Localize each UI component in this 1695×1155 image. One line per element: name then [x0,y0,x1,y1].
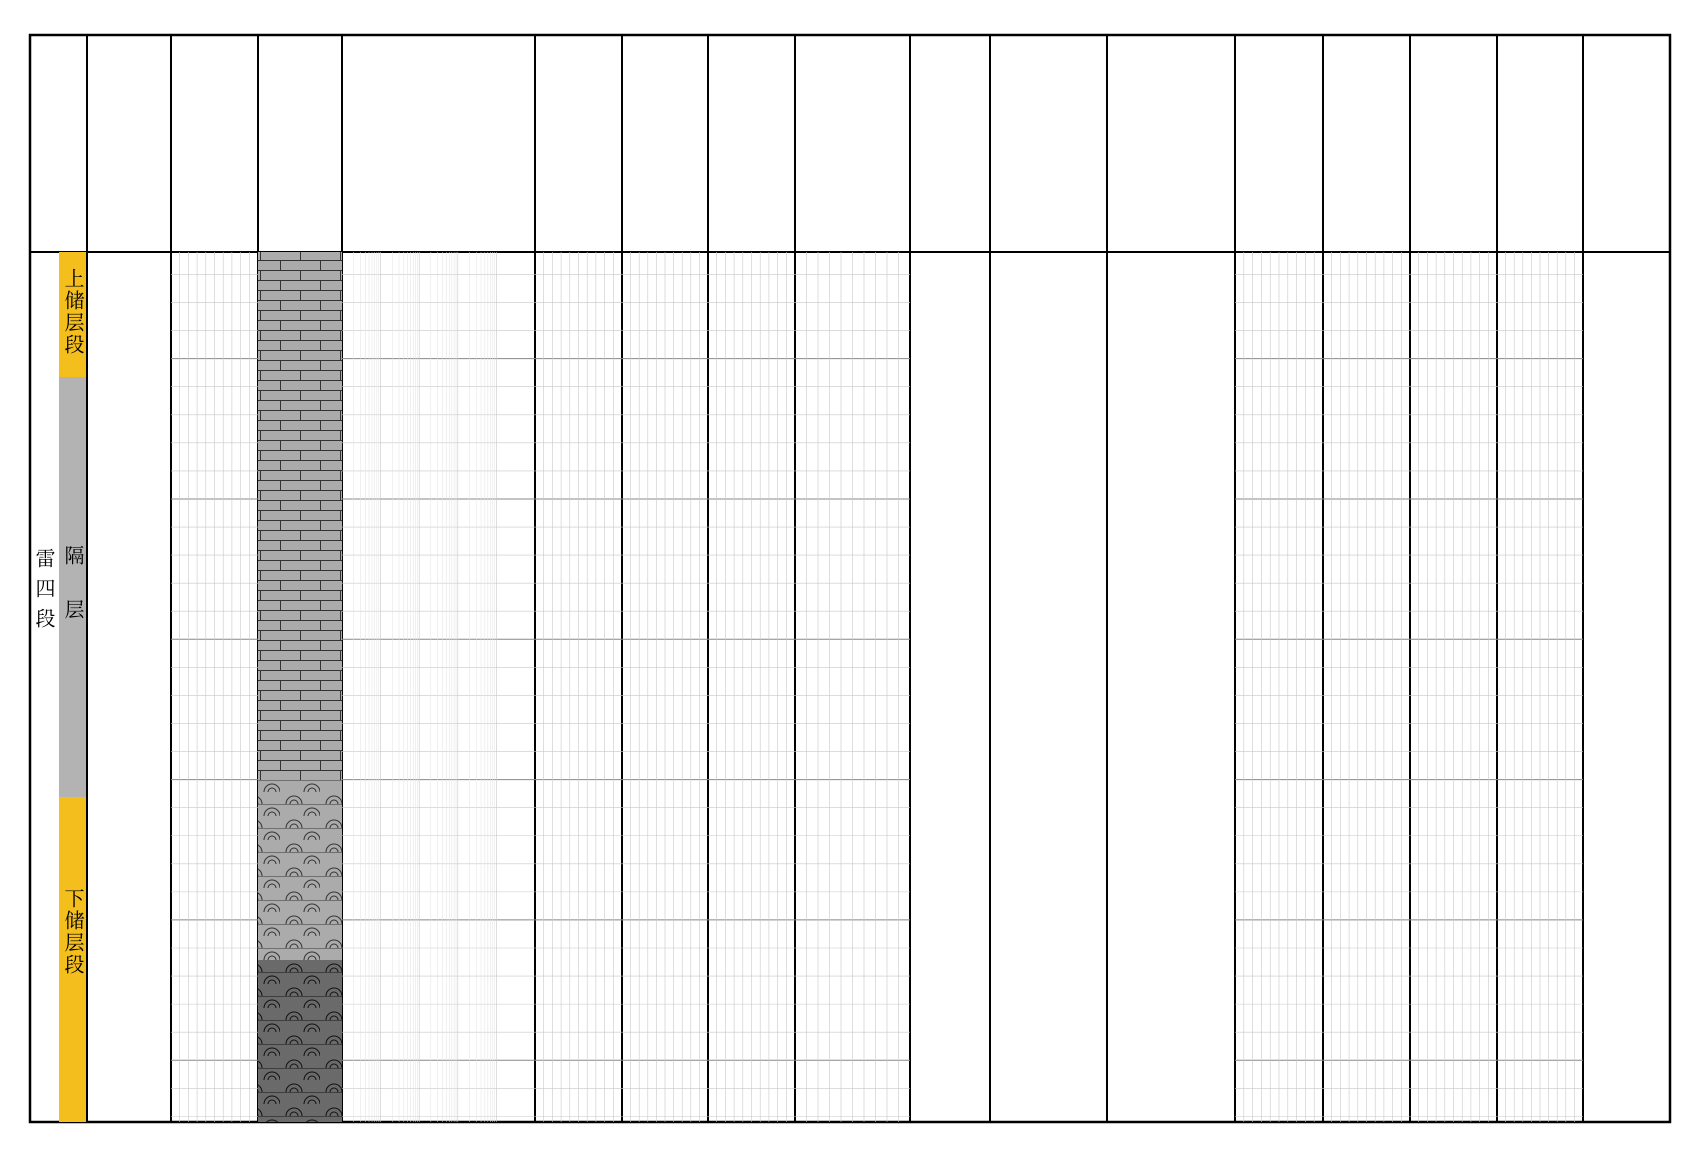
zone-barrier-label: 隔层 [61,545,85,653]
zone-upper-label: 上储层段 [61,268,85,356]
grid-por [622,252,708,1122]
lithology-arc-dark [258,960,342,1122]
grid-s [1497,252,1583,1122]
grid-ca [1323,252,1410,1122]
lithology-dolomite-upper [258,252,342,377]
zoning-track [32,252,86,1122]
lithology-limestone [258,377,342,780]
grid-gas [535,252,622,1122]
grid-cpor [1235,252,1323,1122]
lithology-track [258,252,342,1122]
grid-gamma [171,252,258,1122]
grid-res [342,252,535,1122]
grid-perm [708,252,795,1122]
grid-mg [1410,252,1497,1122]
lithology-arc-light [258,780,342,960]
grid-mse [795,252,910,1122]
formation-label: 雷四段 [32,548,56,638]
zone-lower-label: 下储层段 [61,888,85,976]
